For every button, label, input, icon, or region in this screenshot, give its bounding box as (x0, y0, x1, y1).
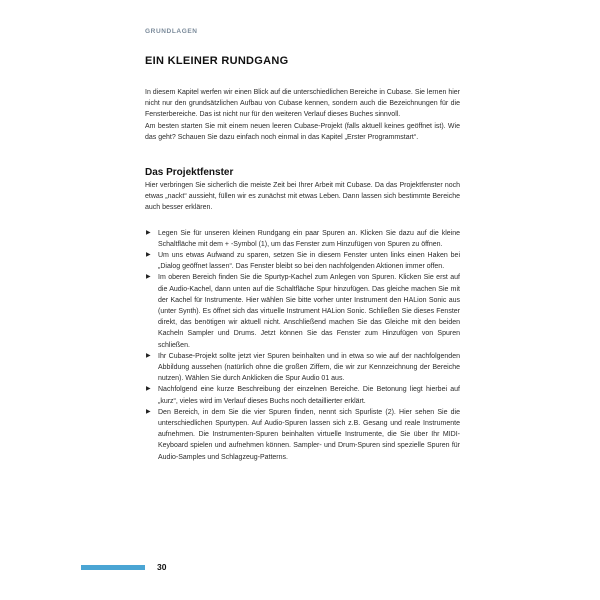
bullet-arrow-icon: ▶ (146, 352, 151, 359)
list-item (145, 272, 460, 350)
list-item (145, 407, 460, 463)
bullet-arrow-icon: ▶ (146, 408, 151, 415)
chapter-title: EIN KLEINER RUNDGANG (145, 55, 289, 67)
list-item-text: Ihr Cubase-Projekt sollte jetzt vier Spuren beinhalten und in etwa so wie auf der nachfolgenden Abbildung aussehen (natürlich ohne die großen Ziffern, die wir zur Kennzeichnung der Bereiche nutzen). Wählen Sie durch Anklicken die Spur Audio 01 aus. (158, 352, 460, 383)
list-item (145, 351, 460, 385)
list-item (145, 228, 460, 250)
list-item (145, 384, 460, 406)
bullet-arrow-icon: ▶ (146, 252, 151, 259)
page-content (145, 28, 460, 463)
footer-accent-bar (81, 565, 145, 570)
list-item-text: Im oberen Bereich finden Sie die Spurtyp-Kachel zum Anlegen von Spuren. Klicken Sie erst auf die Audio-Kachel, dann unten auf die Schaltfläche Spur hinzufügen. Das gleiche machen Sie mit der Kachel für Instrumente. Hier wählen Sie bitte vorher unter Instrument den HALion Sonic aus (unter Synth). Es öffnet sich das virtuelle Instrument HALion Sonic. Schließen Sie dieses Fenster direkt, das benötigen wir aktuell nicht. Anschließend machen Sie das Gleiche mit den beiden Kacheln Sampler und Drums. Jetzt können Sie das Fenster zum Hinzufügen von Spuren schließen. (158, 274, 460, 349)
intro-text (145, 87, 460, 143)
list-item-text: Nachfolgend eine kurze Beschreibung der einzelnen Bereiche. Die Betonung liegt hierbei auf „kurz“, vieles wird im Verlauf dieses Buchs noch detaillierter erklärt. (158, 386, 460, 405)
list-item-text: Um uns etwas Aufwand zu sparen, setzen Sie in diesem Fenster unten links einen Haken bei „Dialog geöffnet lassen“. Das Fenster bleibt so bei den nachfolgenden Aktionen immer offen. (158, 252, 460, 271)
section-intro: Hier verbringen Sie sicherlich die meiste Zeit bei Ihrer Arbeit mit Cubase. Da das Projektfenster noch etwas „nackt“ aussieht, füllen wir es zunächst mit etwas Leben. Dann lassen sich bestimmte Bereiche auch besser erklären. (145, 182, 460, 212)
list-item-text: Den Bereich, in dem Sie die vier Spuren finden, nennt sich Spurliste (2). Hier sehen Sie die unterschiedlichen Spurtypen. Auf Audio-Spuren lassen sich z.B. Gesang und reale Instrumente aufnehmen. Die Instrumenten-Spuren beinhalten virtuelle Instrumente, die Sie über Ihr MIDI-Keyboard spielen und aufnehmen können. Sampler- und Drum-Spuren sind spezielle Spuren für Audio-Samples und Schlagzeug-Patterns. (158, 408, 460, 461)
section-label: GRUNDLAGEN (145, 28, 198, 35)
steps-list (145, 228, 460, 463)
bullet-arrow-icon: ▶ (146, 274, 151, 281)
list-item (145, 250, 460, 272)
bullet-arrow-icon: ▶ (146, 386, 151, 393)
section-heading: Das Projektfenster (145, 167, 234, 179)
list-item-text: Legen Sie für unseren kleinen Rundgang ein paar Spuren an. Klicken Sie dazu auf die kleine Schaltfläche mit dem + -Symbol (1), um das Fenster zum Hinzufügen von Spuren zu öffnen. (158, 229, 460, 248)
bullet-arrow-icon: ▶ (146, 229, 151, 236)
page-number: 30 (157, 562, 167, 572)
intro-paragraph-2: Am besten starten Sie mit einem neuen leeren Cubase-Projekt (falls aktuell keines geöffnet ist). Wie das geht? Schauen Sie dazu einfach noch einmal in das Kapitel „Erster Programmstart“. (145, 122, 460, 141)
intro-paragraph-1: In diesem Kapitel werfen wir einen Blick auf die unterschiedlichen Bereiche in Cubase. Sie lernen hier nicht nur den grundsätzlichen Aufbau von Cubase kennen, sondern auch die Bezeichnungen für die Fensterbereiche. Das ist nicht nur für den weiteren Verlauf dieses Buches sinnvoll. (145, 89, 460, 119)
